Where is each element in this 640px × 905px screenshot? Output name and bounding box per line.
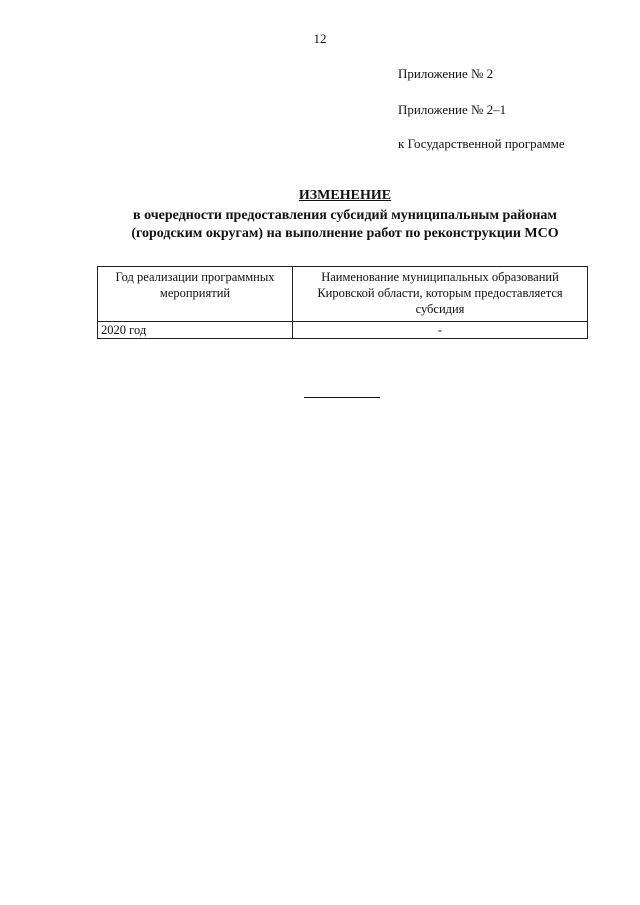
document-subtitle <box>95 207 595 243</box>
subtitle-line-1: в очередности предоставления субсидий муниципальным районам <box>133 208 557 223</box>
annex-label-3: к Государственной программе <box>398 136 565 151</box>
page-number: 12 <box>313 31 327 46</box>
document-title: ИЗМЕНЕНИЕ <box>298 188 392 203</box>
header-municipalities: Наименование муниципальных образований Кировской области, которым предоставляется субсидия <box>293 267 588 322</box>
annex-label-1: Приложение № 2 <box>398 66 494 81</box>
header-year: Год реализации программных мероприятий <box>98 267 293 322</box>
table-row <box>98 322 588 339</box>
table-header-row <box>98 267 588 322</box>
end-separator-line <box>304 397 380 398</box>
cell-year: 2020 год <box>98 322 293 339</box>
subtitle-line-2: (городским округам) на выполнение работ по реконструкции МСО <box>131 226 559 241</box>
annex-label-2: Приложение № 2–1 <box>398 102 507 117</box>
cell-municipalities: - <box>293 322 588 339</box>
subsidy-table <box>97 266 588 339</box>
